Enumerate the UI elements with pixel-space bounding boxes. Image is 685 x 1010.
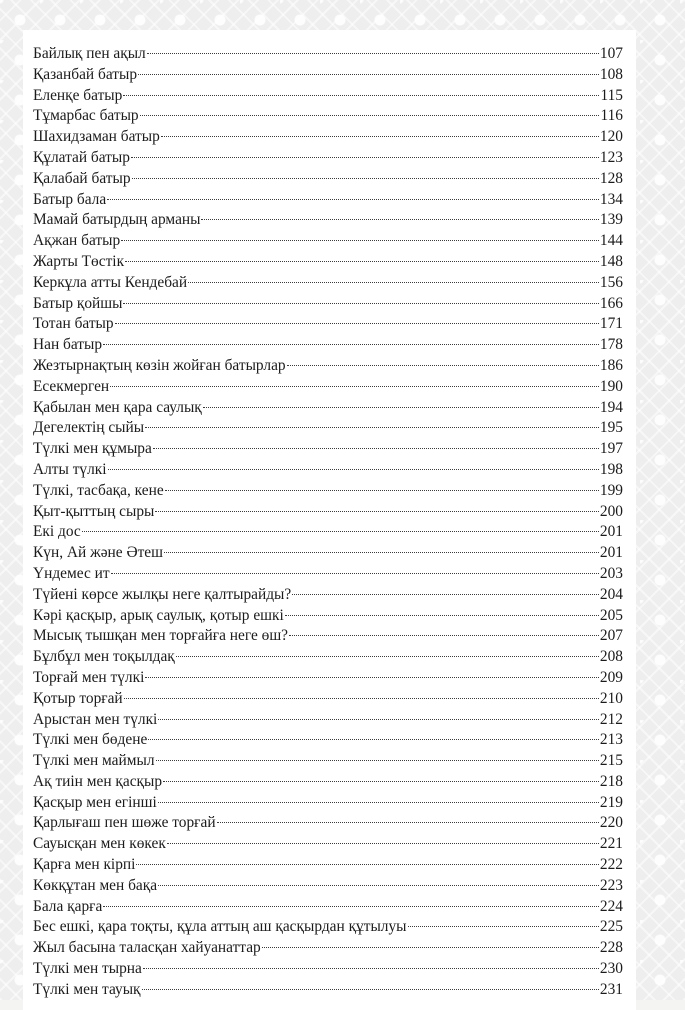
- toc-entry-title: Үндемес ит: [33, 564, 110, 582]
- toc-entry-page-number: 228: [599, 939, 623, 957]
- toc-entry-page-number: 199: [599, 481, 623, 499]
- toc-entry-page-number: 108: [599, 65, 623, 83]
- toc-entry-page-number: 213: [599, 731, 623, 749]
- toc-entry: [33, 917, 623, 938]
- toc-entry-page-number: 178: [599, 336, 623, 354]
- toc-entry-page-number: 144: [599, 232, 623, 250]
- toc-entry: [33, 543, 623, 564]
- toc-entry-title: Түлкі мен маймыл: [33, 752, 155, 770]
- dot-leader: [289, 635, 599, 636]
- dot-leader: [115, 323, 599, 324]
- toc-entry-page-number: 231: [599, 980, 623, 998]
- toc-entry: [33, 252, 623, 273]
- dot-leader: [143, 968, 599, 969]
- dot-leader: [136, 864, 599, 865]
- toc-entry: [33, 834, 623, 855]
- toc-entry: [33, 106, 623, 127]
- dot-leader: [158, 802, 599, 803]
- dot-leader: [203, 407, 599, 408]
- toc-entry-page-number: 230: [599, 960, 623, 978]
- toc-entry-title: Бұлбұл мен тоқылдақ: [33, 648, 175, 666]
- toc-entry: [33, 210, 623, 231]
- toc-entry-page-number: 195: [599, 419, 623, 437]
- toc-entry-page-number: 120: [599, 128, 623, 146]
- toc-entry-page-number: 197: [599, 440, 623, 458]
- toc-entry-title: Қазанбай батыр: [33, 65, 138, 83]
- toc-entry-title: Түлкі мен тырна: [33, 960, 142, 978]
- toc-entry-page-number: 205: [599, 606, 623, 624]
- dot-leader: [156, 760, 599, 761]
- toc-entry-title: Қотыр торғай: [33, 689, 123, 707]
- toc-entry-title: Қарға мен кірпі: [33, 856, 136, 874]
- toc-entry: [33, 65, 623, 86]
- toc-entry-page-number: 201: [599, 523, 623, 541]
- toc-entry-title: Түлкі, тасбақа, кене: [33, 481, 164, 499]
- toc-entry-title: Сауысқан мен көкек: [33, 835, 166, 853]
- toc-entry: [33, 980, 623, 1001]
- toc-entry-page-number: 186: [599, 356, 623, 374]
- toc-entry-title: Ақ тиін мен қасқыр: [33, 772, 163, 790]
- toc-entry-page-number: 210: [599, 689, 623, 707]
- dot-leader: [145, 427, 599, 428]
- toc-entry: [33, 606, 623, 627]
- dot-leader: [131, 157, 599, 158]
- toc-entry-title: Мамай батырдың арманы: [33, 211, 201, 229]
- toc-entry-title: Қалабай батыр: [33, 169, 131, 187]
- toc-entry: [33, 169, 623, 190]
- toc-entry: [33, 148, 623, 169]
- toc-entry-title: Батыр бала: [33, 190, 107, 208]
- toc-entry-title: Тотан батыр: [33, 315, 114, 333]
- toc-entry: [33, 668, 623, 689]
- toc-entry-page-number: 223: [599, 876, 623, 894]
- toc-entry-page-number: 218: [599, 772, 623, 790]
- dot-leader: [188, 282, 599, 283]
- toc-entry-title: Қабылан мен қара саулық: [33, 398, 202, 416]
- toc-entry-page-number: 116: [600, 107, 623, 125]
- toc-entry: [33, 335, 623, 356]
- toc-entry-title: Түлкі мен бөдене: [33, 731, 148, 749]
- toc-entry-title: Күн, Ай және Әтеш: [33, 544, 163, 562]
- toc-entry: [33, 86, 623, 107]
- dot-leader: [176, 656, 599, 657]
- dot-leader: [408, 926, 599, 927]
- toc-entry: [33, 689, 623, 710]
- toc-entry-page-number: 204: [599, 585, 623, 603]
- toc-entry-title: Керкұла атты Кендебай: [33, 273, 188, 291]
- toc-entry-page-number: 224: [599, 897, 623, 915]
- toc-entry: [33, 772, 623, 793]
- toc-entry-title: Бала қарға: [33, 897, 103, 915]
- toc-entry: [33, 398, 623, 419]
- dot-leader: [140, 115, 600, 116]
- toc-entry-title: Нан батыр: [33, 336, 103, 354]
- toc-entry-title: Дегелектің сыйы: [33, 419, 145, 437]
- toc-entry: [33, 959, 623, 980]
- toc-entry: [33, 418, 623, 439]
- toc-entry: [33, 481, 623, 502]
- toc-entry-page-number: 222: [599, 856, 623, 874]
- toc-entry: [33, 876, 623, 897]
- toc-entry-title: Жыл басына таласқан хайуанаттар: [33, 939, 261, 957]
- toc-entry-page-number: 156: [599, 273, 623, 291]
- toc-entry-page-number: 190: [599, 377, 623, 395]
- toc-entry-page-number: 134: [599, 190, 623, 208]
- toc-entry-page-number: 198: [599, 460, 623, 478]
- toc-entry: [33, 585, 623, 606]
- toc-entry-title: Алты түлкі: [33, 460, 107, 478]
- toc-entry: [33, 938, 623, 959]
- dot-leader: [158, 885, 599, 886]
- toc-entry-page-number: 220: [599, 814, 623, 832]
- dot-leader: [111, 573, 599, 574]
- toc-entry-title: Батыр қойшы: [33, 294, 123, 312]
- toc-entry-page-number: 128: [599, 169, 623, 187]
- toc-entry-title: Түлкі мен тауық: [33, 980, 141, 998]
- dot-leader: [103, 906, 599, 907]
- toc-entry-page-number: 208: [599, 648, 623, 666]
- toc-entry: [33, 522, 623, 543]
- dot-leader: [82, 531, 599, 532]
- toc-entry-page-number: 203: [599, 564, 623, 582]
- dot-leader: [124, 698, 599, 699]
- dot-leader: [125, 261, 599, 262]
- toc-entry-title: Құлатай батыр: [33, 148, 130, 166]
- toc-entry-page-number: 166: [599, 294, 623, 312]
- toc-entry-page-number: 201: [599, 544, 623, 562]
- toc-entry-page-number: 123: [599, 148, 623, 166]
- dot-leader: [167, 843, 599, 844]
- toc-entry: [33, 377, 623, 398]
- dot-leader: [103, 344, 599, 345]
- toc-entry-title: Байлық пен ақыл: [33, 45, 146, 62]
- dot-leader: [163, 781, 599, 782]
- toc-entry-page-number: 225: [599, 918, 623, 936]
- dot-leader: [147, 53, 599, 54]
- toc-entry-title: Жезтырнақтың көзін жойған батырлар: [33, 356, 286, 374]
- toc-entry: [33, 314, 623, 335]
- dot-leader: [148, 739, 599, 740]
- dot-leader: [108, 469, 599, 470]
- toc-entry-title: Мысық тышқан мен торғайға неге өш?: [33, 627, 289, 645]
- toc-entry-title: Түйені көрсе жылқы неге қалтырайды?: [33, 585, 292, 603]
- dot-leader: [292, 594, 599, 595]
- toc-entry: [33, 710, 623, 731]
- dot-leader: [161, 136, 599, 137]
- table-of-contents: [33, 44, 623, 1001]
- toc-entry: [33, 44, 623, 65]
- dot-leader: [164, 552, 599, 553]
- toc-entry: [33, 502, 623, 523]
- dot-leader: [165, 490, 599, 491]
- toc-entry-title: Арыстан мен түлкі: [33, 710, 158, 728]
- toc-entry: [33, 751, 623, 772]
- toc-entry-page-number: 194: [599, 398, 623, 416]
- toc-entry: [33, 439, 623, 460]
- toc-entry: [33, 647, 623, 668]
- dot-leader: [287, 365, 599, 366]
- dot-leader: [107, 199, 599, 200]
- dot-leader: [262, 947, 599, 948]
- toc-entry-title: Екі дос: [33, 523, 81, 541]
- toc-entry: [33, 356, 623, 377]
- toc-entry-title: Ақжан батыр: [33, 232, 121, 250]
- dot-leader: [158, 719, 599, 720]
- toc-entry-title: Тұмарбас батыр: [33, 107, 139, 125]
- toc-entry-page-number: 139: [599, 211, 623, 229]
- toc-entry: [33, 294, 623, 315]
- toc-entry-page-number: 115: [600, 86, 623, 104]
- toc-entry-page-number: 207: [599, 627, 623, 645]
- dot-leader: [110, 386, 599, 387]
- dot-leader: [121, 240, 599, 241]
- dot-leader: [123, 303, 598, 304]
- toc-entry: [33, 626, 623, 647]
- dot-leader: [153, 448, 599, 449]
- toc-entry: [33, 730, 623, 751]
- toc-entry-page-number: 219: [599, 793, 623, 811]
- toc-entry: [33, 273, 623, 294]
- toc-entry-page-number: 215: [599, 752, 623, 770]
- toc-entry-title: Еленқе батыр: [33, 86, 123, 104]
- dot-leader: [132, 178, 599, 179]
- dot-leader: [123, 95, 599, 96]
- dot-leader: [155, 511, 599, 512]
- toc-entry-page-number: 221: [599, 835, 623, 853]
- toc-entry-page-number: 107: [599, 45, 623, 62]
- dot-leader: [201, 219, 598, 220]
- toc-entry-title: Шахидзаман батыр: [33, 128, 160, 146]
- toc-entry: [33, 127, 623, 148]
- dot-leader: [138, 74, 599, 75]
- toc-entry-page-number: 200: [599, 502, 623, 520]
- toc-entry: [33, 897, 623, 918]
- toc-entry: [33, 855, 623, 876]
- dot-leader: [145, 677, 599, 678]
- toc-entry-title: Қасқыр мен егінші: [33, 793, 157, 811]
- toc-entry-title: Қарлығаш пен шөже торғай: [33, 814, 216, 832]
- toc-entry-page-number: 212: [599, 710, 623, 728]
- toc-entry: [33, 190, 623, 211]
- toc-entry: [33, 231, 623, 252]
- toc-entry: [33, 813, 623, 834]
- toc-entry: [33, 564, 623, 585]
- toc-entry-page-number: 171: [599, 315, 623, 333]
- dot-leader: [217, 822, 599, 823]
- toc-entry-title: Торғай мен түлкі: [33, 668, 145, 686]
- toc-entry-title: Түлкі мен құмыра: [33, 440, 152, 458]
- toc-entry-title: Есекмерген: [33, 377, 110, 395]
- toc-entry-title: Жарты Төстік: [33, 252, 125, 270]
- toc-entry-page-number: 148: [599, 252, 623, 270]
- dot-leader: [285, 615, 599, 616]
- toc-entry-title: Кәрі қасқыр, арық саулық, қотыр ешкі: [33, 606, 284, 624]
- dot-leader: [142, 989, 599, 990]
- toc-entry-title: Көкқұтан мен бақа: [33, 876, 158, 894]
- toc-entry-title: Бес ешкі, қара тоқты, құла аттың аш қасқырдан құтылуы: [33, 918, 407, 936]
- toc-entry-page-number: 209: [599, 668, 623, 686]
- toc-entry: [33, 460, 623, 481]
- toc-entry: [33, 793, 623, 814]
- toc-entry-title: Қыт-қыттың сыры: [33, 502, 155, 520]
